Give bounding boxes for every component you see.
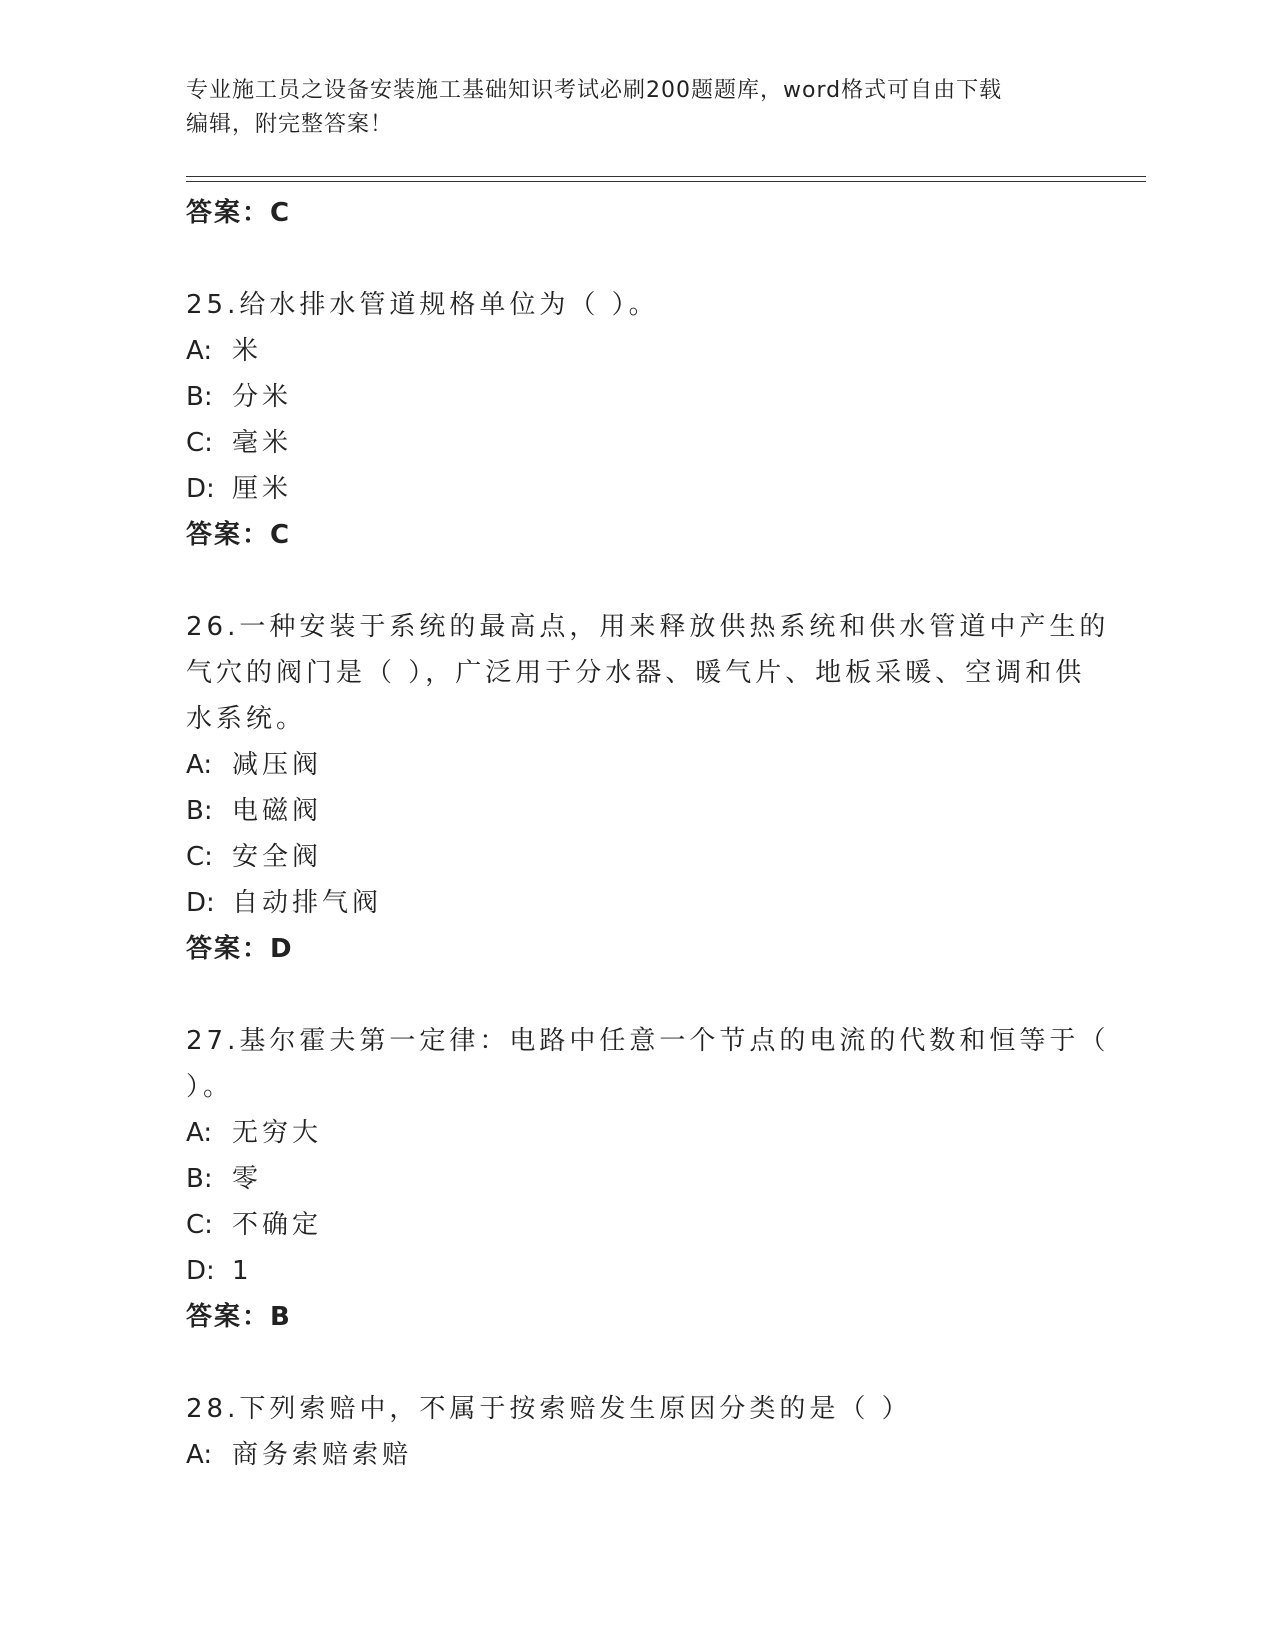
option-b (186, 374, 1066, 420)
spacer (186, 558, 1066, 604)
option-b (186, 1156, 1066, 1202)
option-a (186, 742, 1066, 788)
option-a (186, 328, 1066, 374)
option-d (186, 880, 1066, 926)
option-c (186, 834, 1066, 880)
option-letter: C: (186, 842, 213, 872)
option-text: 分米 (232, 382, 293, 412)
question-stem: 25.给水排水管道规格单位为（ ）。 (186, 290, 659, 320)
question-25 (186, 282, 1066, 558)
option-letter: A: (186, 336, 213, 366)
question-stem: 28.下列索赔中，不属于按索赔发生原因分类的是（ ） (186, 1394, 912, 1424)
question-28 (186, 1386, 1066, 1478)
option-c (186, 420, 1066, 466)
option-d (186, 1248, 1066, 1294)
question-stem-line-3: 水系统。 (186, 704, 307, 734)
option-letter: A: (186, 1440, 213, 1470)
option-letter: B: (186, 382, 213, 412)
option-text: 电磁阀 (232, 796, 323, 826)
option-c (186, 1202, 1066, 1248)
option-text: 商务索赔索赔 (232, 1440, 413, 1470)
option-text: 米 (232, 336, 263, 366)
document-header (186, 74, 1066, 142)
option-b (186, 788, 1066, 834)
option-a (186, 1432, 1066, 1478)
answer: 答案：B (186, 1302, 292, 1332)
option-letter: B: (186, 796, 213, 826)
header-divider-bottom (186, 181, 1146, 182)
option-letter: D: (186, 1256, 215, 1286)
option-text: 毫米 (232, 428, 293, 458)
option-text: 零 (232, 1164, 263, 1194)
question-stem-line-1: 27.基尔霍夫第一定律：电路中任意一个节点的电流的代数和恒等于（ (186, 1026, 1110, 1056)
question-27 (186, 1018, 1110, 1340)
option-letter: A: (186, 750, 213, 780)
option-letter: C: (186, 1210, 213, 1240)
option-letter: B: (186, 1164, 213, 1194)
answer: 答案：C (186, 520, 292, 550)
option-d (186, 466, 1066, 512)
header-line-1: 专业施工员之设备安装施工基础知识考试必刷200题题库，word格式可自由下载 (186, 78, 1003, 103)
previous-answer: 答案：C (186, 198, 292, 228)
option-letter: D: (186, 888, 215, 918)
document-page (186, 0, 1146, 1650)
question-stem-line-1: 26.一种安装于系统的最高点，用来释放供热系统和供水管道中产生的 (186, 612, 1110, 642)
option-text: 安全阀 (232, 842, 323, 872)
option-text: 无穷大 (232, 1118, 323, 1148)
question-stem-line-2: 气穴的阀门是（ ），广泛用于分水器、暖气片、地板采暖、空调和供 (186, 658, 1086, 688)
header-divider-top (186, 176, 1146, 177)
spacer (186, 236, 1066, 282)
option-letter: D: (186, 474, 215, 504)
option-letter: C: (186, 428, 213, 458)
question-stem-line-2: ）。 (186, 1072, 234, 1102)
option-a (186, 1110, 1066, 1156)
question-26 (186, 604, 1110, 972)
spacer (186, 972, 1066, 1018)
answer: 答案：D (186, 934, 294, 964)
option-text: 自动排气阀 (232, 888, 383, 918)
option-text: 不确定 (232, 1210, 323, 1240)
question-list (186, 190, 1110, 1478)
option-text: 1 (232, 1256, 253, 1286)
option-text: 厘米 (232, 474, 293, 504)
option-text: 减压阀 (232, 750, 323, 780)
option-letter: A: (186, 1118, 213, 1148)
header-line-2: 编辑，附完整答案！ (186, 112, 394, 137)
spacer (186, 1340, 1066, 1386)
